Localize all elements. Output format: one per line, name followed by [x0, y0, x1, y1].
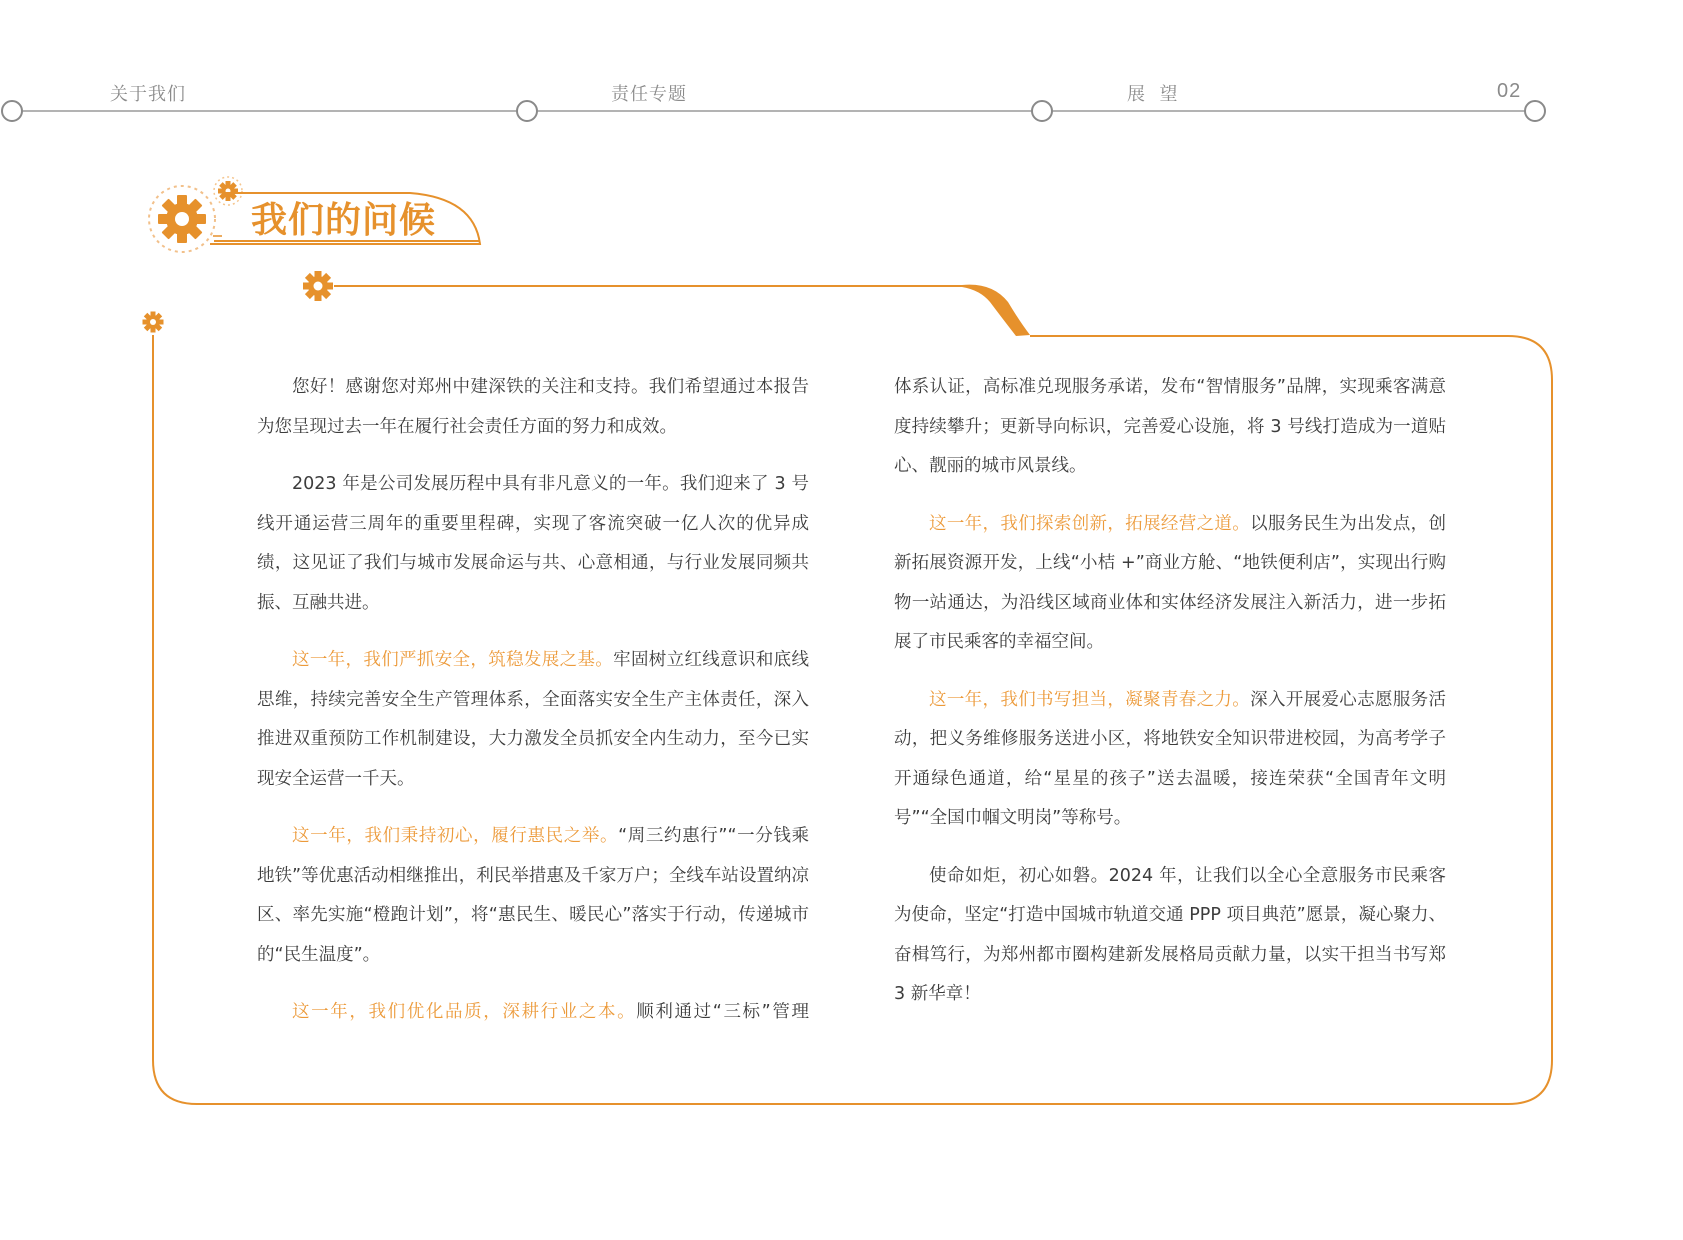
nav-item-about[interactable]: 关于我们 — [110, 84, 186, 105]
paragraph-highlight: 这一年，我们书写担当，凝聚青春之力。 — [929, 689, 1251, 710]
paragraph-highlight: 这一年，我们优化品质，深耕行业之本。 — [292, 1002, 637, 1022]
paragraph — [894, 857, 1446, 1015]
paragraph-text: 以服务民生为出发点，创新拓展资源开发，上线“小桔 +”商业方舱、“地铁便利店”，实现出行购物一站通达，为沿线区域商业体和实体经济发展注入新活力，进一步拓展了市民乘客的幸福空间。 — [894, 513, 1447, 652]
paragraph-text: 牢固树立红线意识和底线思维，持续完善安全生产管理体系，全面落实安全生产主体责任，深入推进双重预防工作机制建设，大力激发全员抓安全内生动力，至今已实现安全运营一千天。 — [257, 650, 810, 789]
paragraph-text: 体系认证，高标准兑现服务承诺，发布“智情服务”品牌，实现乘客满意度持续攀升；更新导向标识，完善爱心设施，将 3 号线打造成为一道贴心、靓丽的城市风景线。 — [894, 377, 1446, 476]
paragraph-text: 您好！感谢您对郑州中建深铁的关注和支持。我们希望通过本报告为您呈现过去一年在履行社会责任方面的努力和成效。 — [257, 377, 809, 437]
paragraph — [257, 368, 809, 447]
paragraph — [257, 465, 809, 623]
section-title: 我们的问候 — [251, 200, 437, 241]
gear-icon — [303, 271, 333, 301]
paragraph — [257, 817, 809, 975]
nav-item-outlook[interactable]: 展 望 — [1127, 84, 1179, 105]
content-column-right — [894, 368, 1446, 1033]
connector — [303, 271, 1030, 336]
page-number: 02 — [1497, 80, 1522, 102]
paragraph-text: “周三约惠行”“一分钱乘地铁”等优惠活动相继推出，利民举措惠及千家万户；全线车站设置纳凉区、率先实施“橙跑计划”，将“惠民生、暖民心”落实于行动，传递城市的“民生温度”。 — [257, 826, 810, 965]
paragraph-highlight: 这一年，我们探索创新，拓展经营之道。 — [929, 513, 1251, 534]
timeline-node-icon — [1032, 101, 1052, 121]
nav-timeline — [2, 101, 1545, 121]
gear-icon — [143, 312, 164, 333]
nav-item-responsibility[interactable]: 责任专题 — [611, 84, 687, 105]
paragraph-text: 2023 年是公司发展历程中具有非凡意义的一年。我们迎来了 3 号线开通运营三周年的重要里程碑，实现了客流突破一亿人次的优异成绩，这见证了我们与城市发展命运与共、心意相通，与行业发展同频共振、互融共进。 — [257, 474, 809, 613]
content-column-left — [257, 368, 809, 1051]
paragraph-text: 深入开展爱心志愿服务活动，把义务维修服务送进小区，将地铁安全知识带进校园，为高考学子开通绿色通道，给“星星的孩子”送去温暖，接连荣获“全国青年文明号”“全国巾帼文明岗”等称号。 — [894, 689, 1447, 828]
sun-gear-icon — [214, 177, 242, 205]
paragraph — [894, 368, 1446, 487]
paragraph — [894, 505, 1446, 663]
timeline-node-icon — [1525, 101, 1545, 121]
paragraph-highlight: 这一年，我们严抓安全，筑稳发展之基。 — [292, 650, 614, 670]
timeline-node-icon — [2, 101, 22, 121]
paragraph-highlight: 这一年，我们秉持初心，履行惠民之举。 — [292, 826, 619, 846]
timeline-node-icon — [517, 101, 537, 121]
paragraph — [894, 681, 1446, 839]
paragraph — [257, 993, 809, 1033]
paragraph — [257, 641, 809, 799]
paragraph-text: 顺利通过“三标”管理 — [636, 1002, 810, 1022]
paragraph-text: 使命如炬，初心如磐。2024 年，让我们以全心全意服务市民乘客为使命，坚定“打造中国城市轨道交通 PPP 项目典范”愿景，凝心聚力、奋楫笃行，为郑州都市圈构建新发展格局贡献力量，以实干担当书写郑 3 新华章！ — [894, 865, 1446, 1004]
gear-icon — [158, 195, 206, 243]
